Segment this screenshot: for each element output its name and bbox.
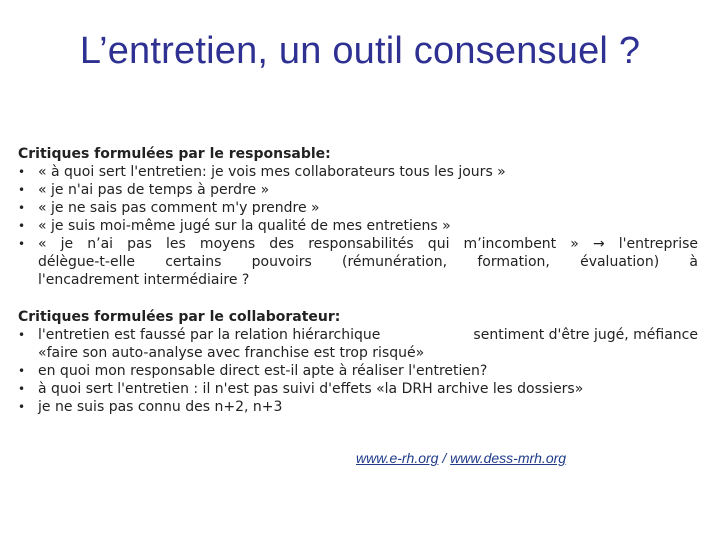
employee-critiques-list: [18, 326, 698, 416]
list-item-text-line: délègue-t-elle certains pouvoirs (rémunération, formation, évaluation) à: [38, 254, 698, 270]
list-item-text-line: l'encadrement intermédiaire ?: [38, 272, 250, 288]
list-item-text-line: [38, 326, 698, 344]
list-item-text: l'entretien est faussé par la relation hiérarchique: [38, 327, 381, 343]
bullet-icon: •: [18, 237, 26, 251]
list-item-text: « je n'ai pas de temps à perdre »: [38, 182, 270, 198]
manager-critiques-heading: Critiques formulées par le responsable:: [18, 146, 331, 162]
list-item-text: sentiment d'être jugé, méfiance: [473, 327, 698, 343]
link-separator: /: [438, 450, 451, 466]
list-item: [18, 326, 698, 362]
employee-critiques-heading: Critiques formulées par le collaborateur:: [18, 309, 341, 325]
list-item-text: « je suis moi-même jugé sur la qualité de mes entretiens »: [38, 218, 451, 234]
bullet-icon: •: [18, 165, 26, 179]
bullet-icon: •: [18, 201, 26, 215]
list-item-text: « à quoi sert l'entretien: je vois mes collaborateurs tous les jours »: [38, 164, 506, 180]
list-item: [18, 235, 698, 253]
list-item: [18, 163, 698, 181]
e-rh-link[interactable]: www.e-rh.org: [356, 450, 439, 466]
list-item: [18, 362, 698, 380]
list-item-continuation: [18, 253, 698, 289]
list-item: [18, 199, 698, 217]
list-item: [18, 380, 698, 398]
list-item-text: « je ne sais pas comment m'y prendre »: [38, 200, 320, 216]
bullet-icon: •: [18, 400, 26, 414]
employee-critiques-section: [18, 308, 698, 416]
list-item: [18, 398, 698, 416]
bullet-icon: •: [18, 328, 26, 342]
list-item-text-line: « je n’ai pas les moyens des responsabilités qui m’incombent » → l'entreprise: [38, 236, 698, 252]
manager-critiques-section: [18, 145, 698, 289]
slide-title: L’entretien, un outil consensuel ?: [79, 30, 641, 72]
dess-mrh-link[interactable]: www.dess-mrh.org: [450, 450, 567, 466]
list-item-text-line: «faire son auto-analyse avec franchise est trop risqué»: [38, 345, 425, 361]
list-item-text: à quoi sert l'entretien : il n'est pas suivi d'effets «la DRH archive les dossiers»: [38, 381, 584, 397]
list-item-text: en quoi mon responsable direct est-il apte à réaliser l'entretien?: [38, 363, 488, 379]
bullet-icon: •: [18, 364, 26, 378]
footer-links: [356, 450, 566, 466]
bullet-icon: •: [18, 183, 26, 197]
list-item-text: je ne suis pas connu des n+2, n+3: [38, 399, 283, 415]
manager-critiques-list: [18, 163, 698, 289]
bullet-icon: •: [18, 219, 26, 233]
list-item: [18, 181, 698, 199]
list-item: [18, 217, 698, 235]
bullet-icon: •: [18, 382, 26, 396]
